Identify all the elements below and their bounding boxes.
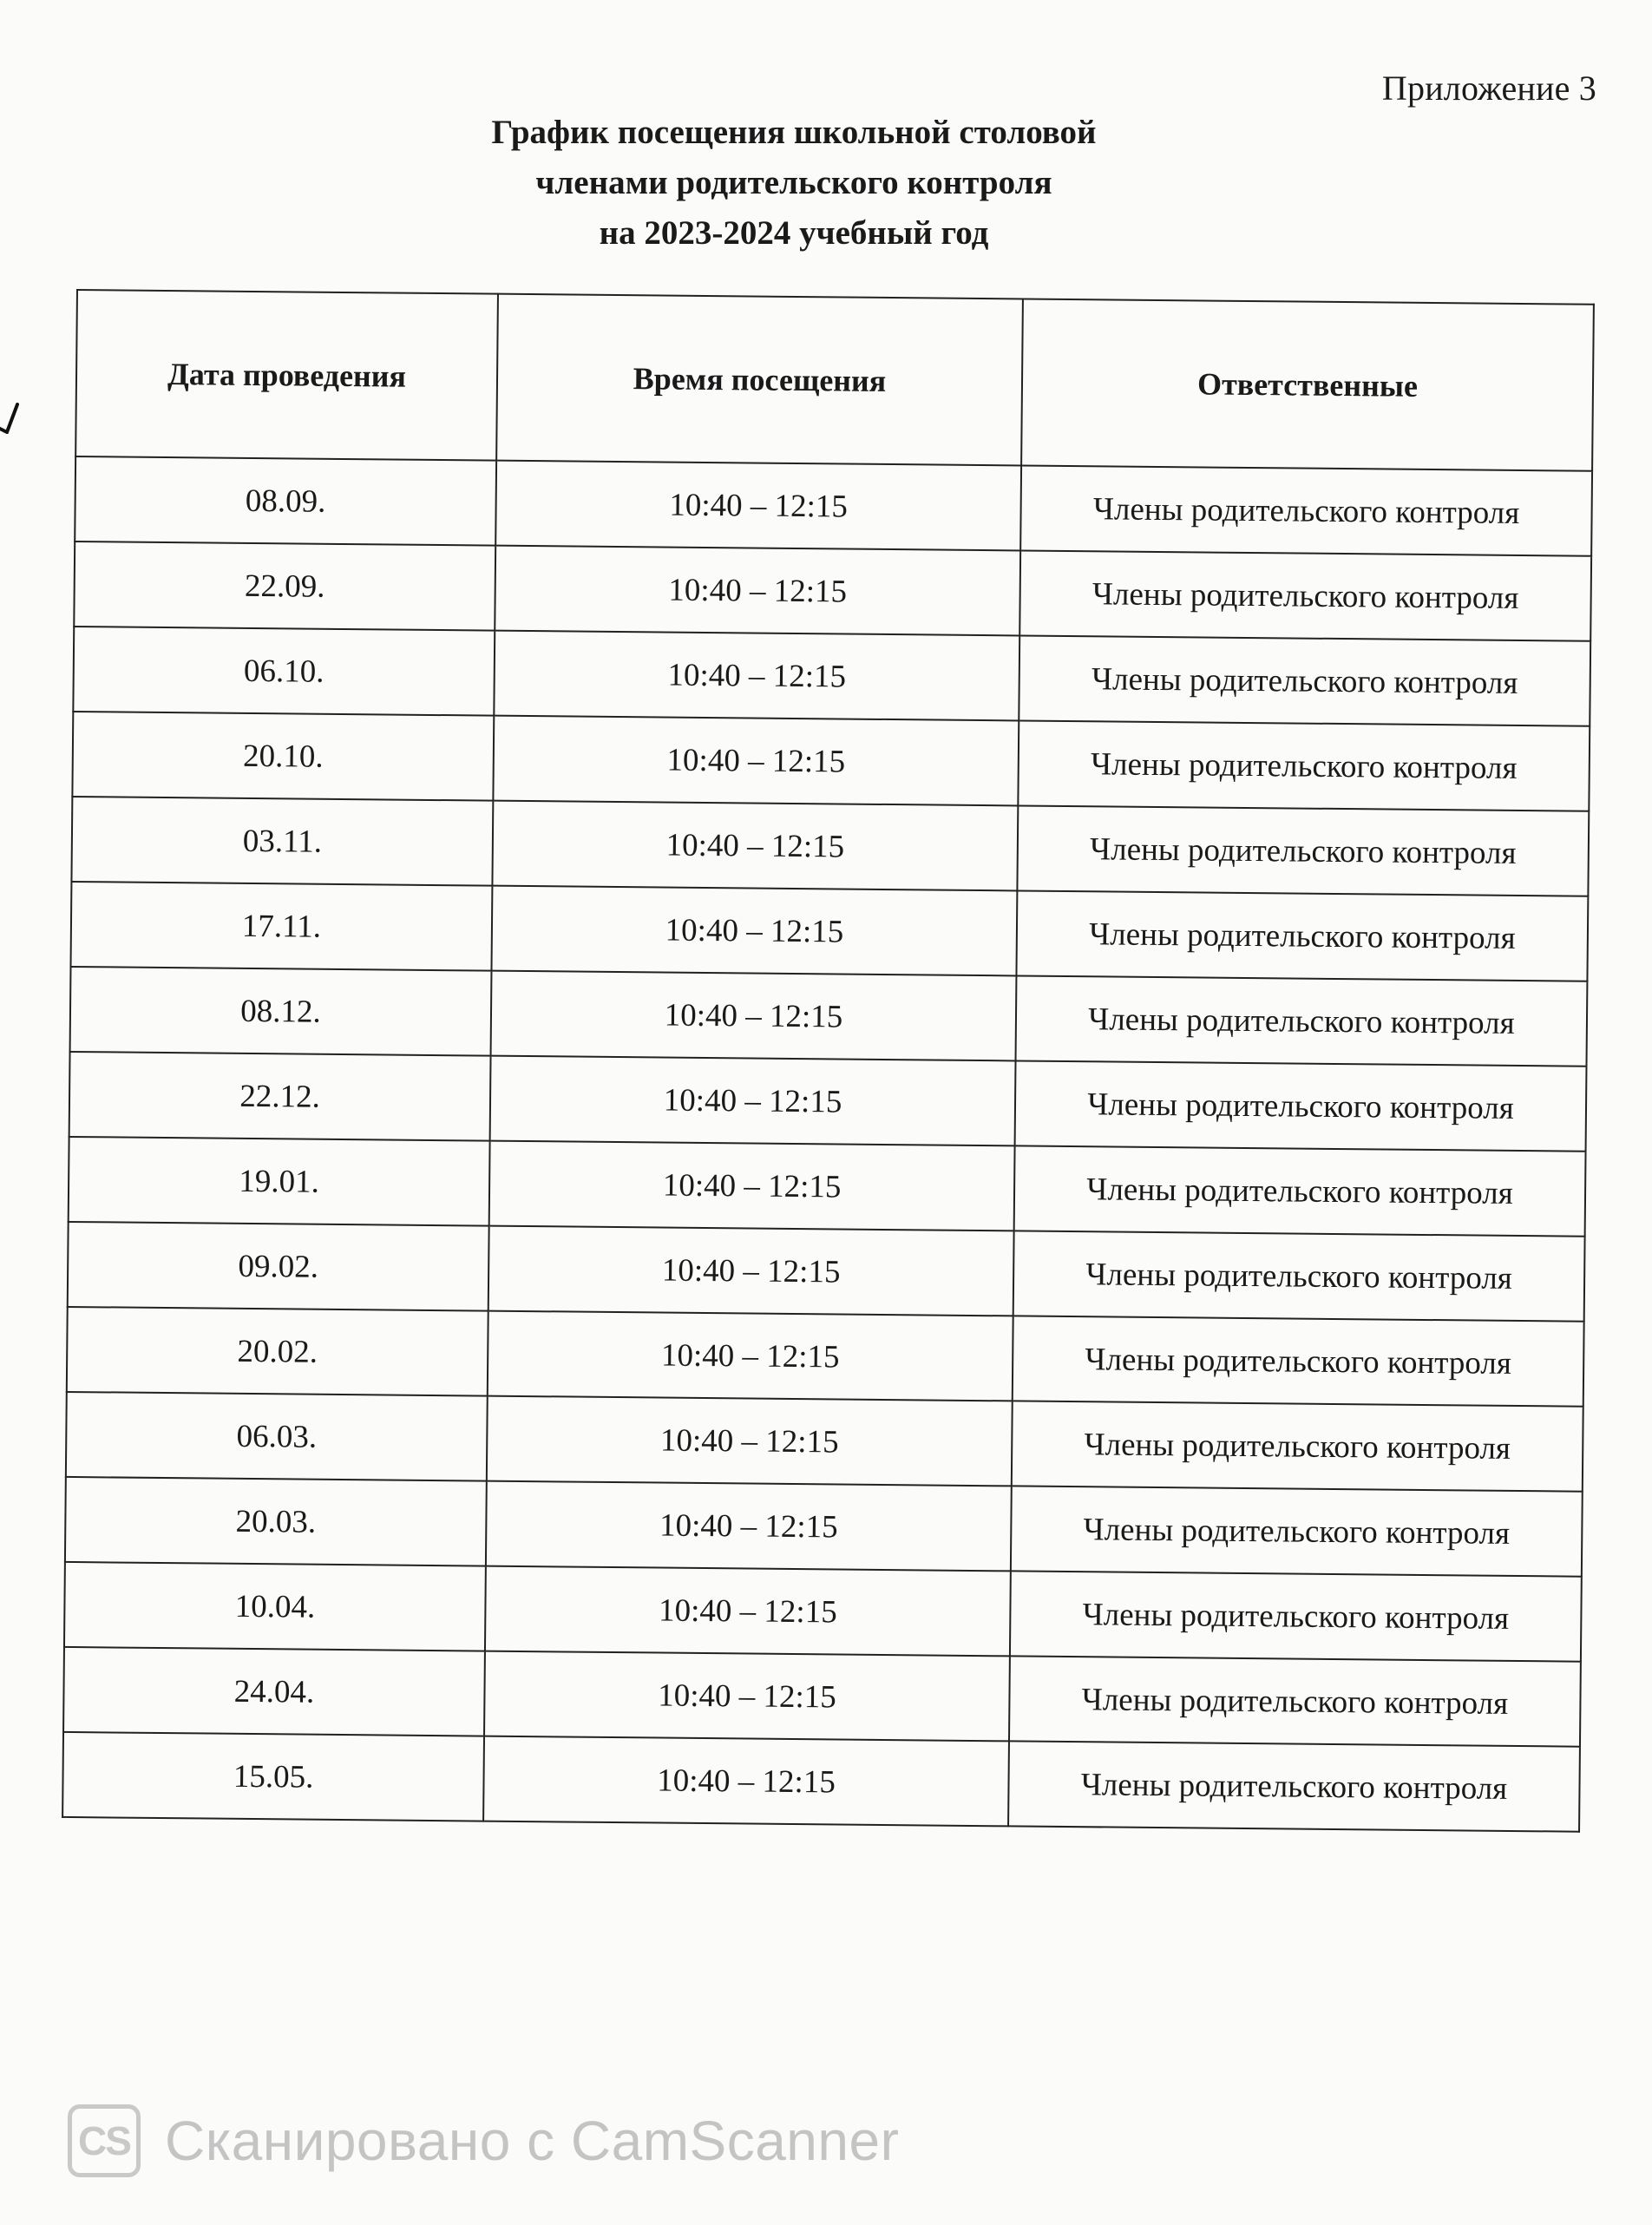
cell-time: 10:40 – 12:15 xyxy=(489,1141,1015,1231)
cell-time: 10:40 – 12:15 xyxy=(488,1226,1014,1316)
table-row xyxy=(74,541,1591,641)
cell-responsible: Члены родительского контроля xyxy=(1019,550,1591,640)
cell-time: 10:40 – 12:15 xyxy=(487,1396,1013,1487)
cell-date: 20.02. xyxy=(67,1307,488,1396)
cell-date: 20.10. xyxy=(72,712,494,801)
header-responsible: Ответственные xyxy=(1021,299,1594,470)
cell-date: 06.10. xyxy=(73,627,495,716)
cell-responsible: Члены родительского контроля xyxy=(1008,1741,1580,1831)
cell-time: 10:40 – 12:15 xyxy=(494,631,1019,721)
table-row xyxy=(62,1732,1580,1832)
cell-date: 08.12. xyxy=(70,967,492,1056)
cell-time: 10:40 – 12:15 xyxy=(490,1056,1016,1146)
cell-responsible: Члены родительского контроля xyxy=(1016,975,1588,1066)
cell-time: 10:40 – 12:15 xyxy=(485,1566,1011,1657)
table-row xyxy=(70,967,1588,1067)
watermark-text: Сканировано с CamScanner xyxy=(165,2110,900,2172)
cell-date: 15.05. xyxy=(62,1732,484,1821)
cell-date: 03.11. xyxy=(71,797,493,886)
cell-responsible: Члены родительского контроля xyxy=(1013,1231,1585,1321)
cell-responsible: Члены родительского контроля xyxy=(1012,1401,1583,1491)
cell-time: 10:40 – 12:15 xyxy=(491,886,1017,976)
cell-responsible: Члены родительского контроля xyxy=(1011,1486,1583,1576)
cell-responsible: Члены родительского контроля xyxy=(1014,1145,1586,1236)
table-row xyxy=(63,1647,1581,1747)
cell-date: 19.01. xyxy=(69,1137,490,1226)
cell-time: 10:40 – 12:15 xyxy=(495,461,1021,551)
table-header-row xyxy=(75,290,1594,471)
table-row xyxy=(69,1137,1586,1237)
cell-date: 22.12. xyxy=(69,1052,491,1141)
title-line-2: членами родительского контроля xyxy=(535,164,1052,201)
header-date: Дата проведения xyxy=(75,290,498,461)
camscanner-watermark xyxy=(68,2104,899,2178)
cell-responsible: Члены родительского контроля xyxy=(1018,720,1590,811)
document-title xyxy=(0,108,1652,259)
cell-responsible: Члены родительского контроля xyxy=(1013,1316,1584,1406)
cell-responsible: Члены родительского контроля xyxy=(1020,465,1592,555)
cell-date: 08.09. xyxy=(75,456,496,546)
header-time: Время посещения xyxy=(496,294,1023,466)
schedule-table-body xyxy=(62,456,1592,1832)
table-row xyxy=(72,712,1590,811)
cell-date: 06.03. xyxy=(66,1392,488,1481)
cell-responsible: Члены родительского контроля xyxy=(1015,1060,1587,1151)
table-row xyxy=(71,797,1589,896)
table-row xyxy=(64,1562,1582,1662)
cell-time: 10:40 – 12:15 xyxy=(492,801,1018,891)
cell-time: 10:40 – 12:15 xyxy=(483,1736,1009,1827)
table-row xyxy=(75,456,1592,556)
camscanner-logo-icon: CS xyxy=(68,2104,141,2177)
pen-mark-icon xyxy=(0,399,19,434)
table-row xyxy=(65,1477,1583,1577)
title-line-3: на 2023-2024 учебный год xyxy=(599,214,989,252)
table-row xyxy=(71,882,1589,981)
cell-responsible: Члены родительского контроля xyxy=(1017,805,1589,896)
cell-responsible: Члены родительского контроля xyxy=(1016,890,1588,981)
table-row xyxy=(69,1052,1587,1152)
cell-date: 17.11. xyxy=(71,882,493,971)
cell-date: 20.03. xyxy=(65,1477,487,1566)
cell-date: 10.04. xyxy=(64,1562,486,1651)
cell-date: 22.09. xyxy=(74,541,495,631)
cell-date: 24.04. xyxy=(63,1647,485,1736)
table-row xyxy=(66,1392,1583,1492)
cell-time: 10:40 – 12:15 xyxy=(486,1481,1012,1572)
cell-date: 09.02. xyxy=(68,1222,489,1311)
cell-time: 10:40 – 12:15 xyxy=(493,716,1019,806)
cell-time: 10:40 – 12:15 xyxy=(495,546,1020,636)
cell-responsible: Члены родительского контроля xyxy=(1010,1571,1582,1661)
appendix-label: Приложение 3 xyxy=(1381,69,1596,108)
cell-responsible: Члены родительского контроля xyxy=(1009,1656,1581,1746)
cell-time: 10:40 – 12:15 xyxy=(491,971,1017,1061)
cell-time: 10:40 – 12:15 xyxy=(484,1651,1010,1742)
cell-responsible: Члены родительского контроля xyxy=(1019,635,1590,725)
cell-time: 10:40 – 12:15 xyxy=(488,1311,1013,1401)
table-row xyxy=(67,1307,1584,1407)
title-line-1: График посещения школьной столовой xyxy=(491,114,1097,151)
table-row xyxy=(73,627,1590,726)
table-row xyxy=(68,1222,1585,1322)
schedule-table xyxy=(62,289,1595,1833)
